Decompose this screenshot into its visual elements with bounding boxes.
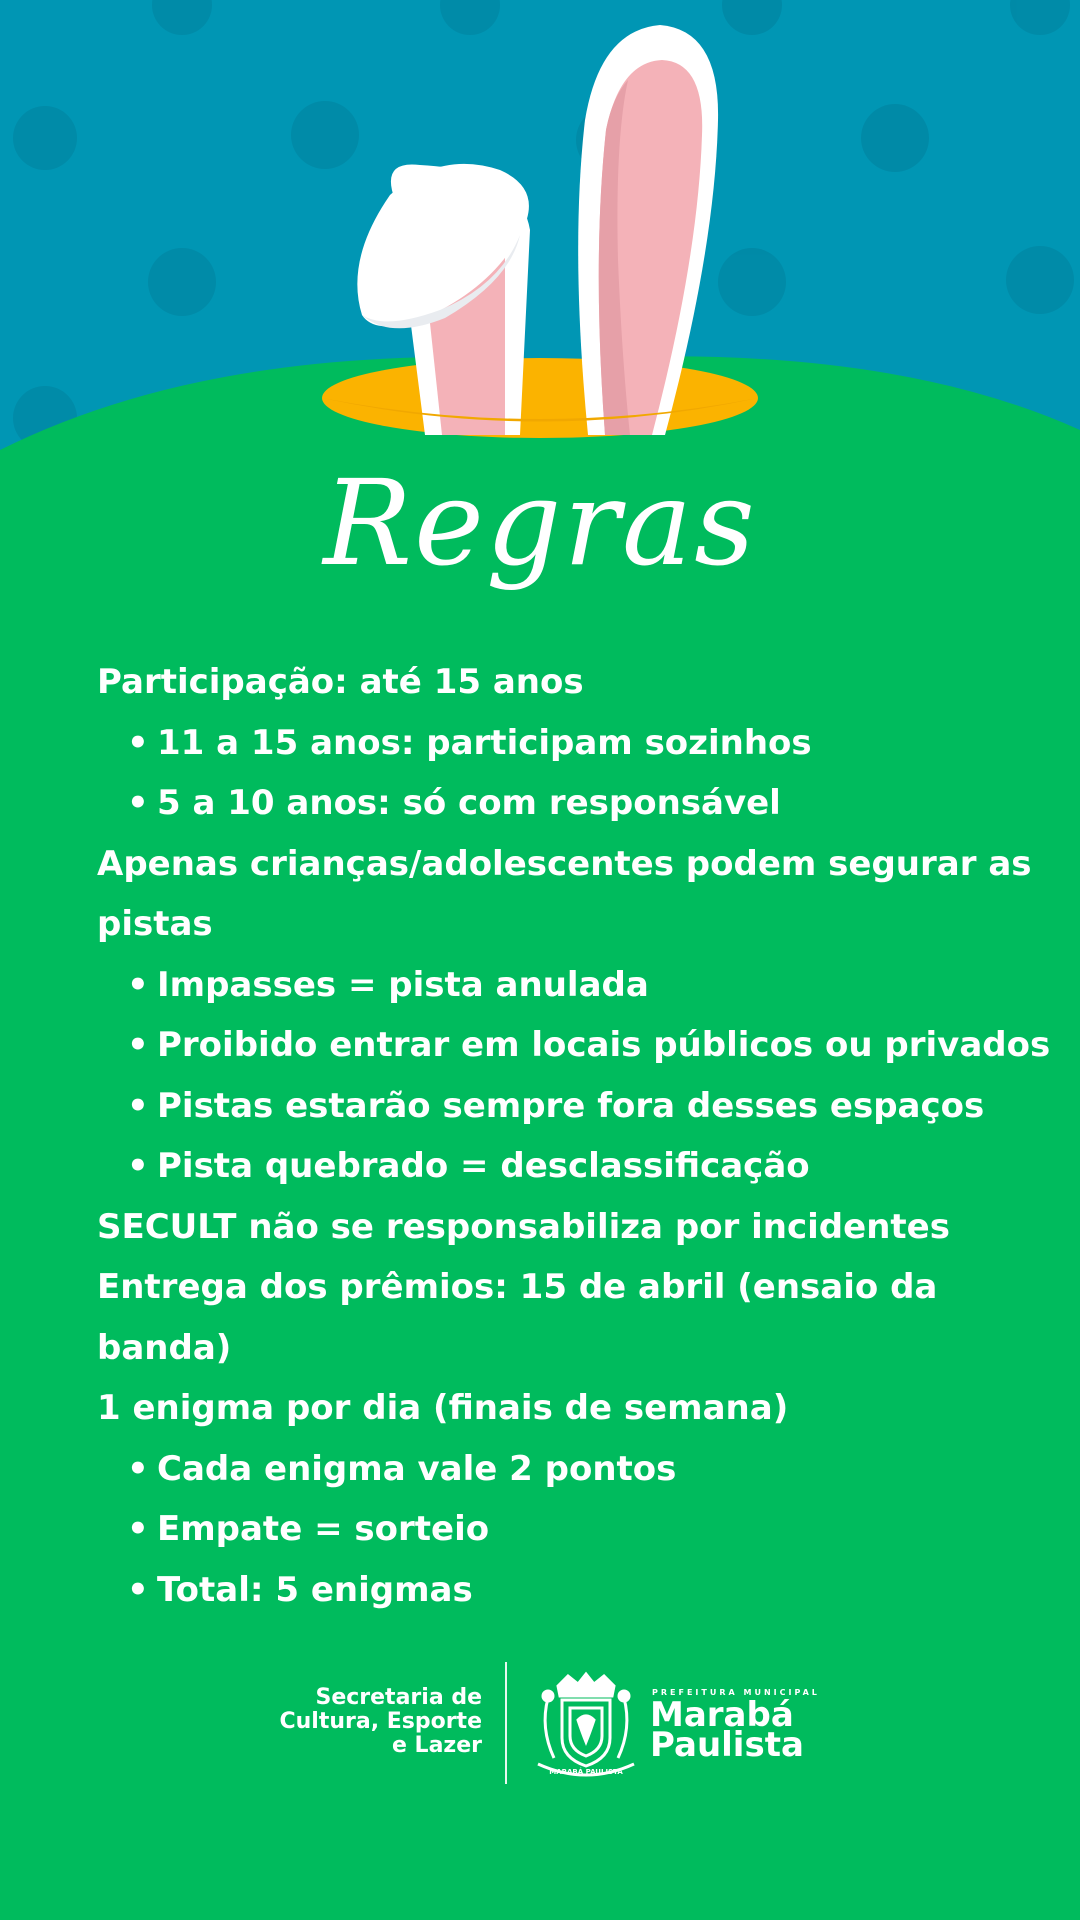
- rule-line: [97, 1318, 1057, 1379]
- crest-ribbon-text: MARABÁ PAULISTA: [549, 1768, 623, 1776]
- rule-text: Pistas estarão sempre fora desses espaços: [157, 1085, 985, 1126]
- rule-text: 11 a 15 anos: participam sozinhos: [157, 722, 812, 763]
- rule-text: Impasses = pista anulada: [157, 964, 649, 1005]
- rule-text: Proibido entrar em locais públicos ou privados: [157, 1025, 1051, 1065]
- rule-line: [97, 1378, 1057, 1439]
- secretaria-line: e Lazer: [391, 1733, 482, 1758]
- rule-line: [97, 1197, 1057, 1258]
- rule-text: Apenas crianças/adolescentes podem segurar as: [97, 843, 1032, 884]
- rule-bullet-item: [97, 1560, 1057, 1621]
- secretaria-line: Secretaria de: [315, 1685, 482, 1710]
- rule-text: Empate = sorteio: [157, 1509, 490, 1549]
- rule-bullet-item: [97, 713, 1057, 774]
- bullet-dot-icon: •: [127, 1146, 149, 1186]
- bullet-dot-icon: •: [127, 1448, 149, 1489]
- rule-bullet-item: [97, 1439, 1057, 1500]
- rule-line: [97, 652, 1057, 713]
- rule-text: banda): [97, 1327, 232, 1368]
- bullet-dot-icon: •: [127, 1509, 149, 1549]
- secretaria-line: Cultura, Esporte: [279, 1709, 482, 1734]
- rule-bullet-item: [97, 773, 1057, 834]
- rule-text: 5 a 10 anos: só com responsável: [157, 783, 781, 823]
- secretaria-logo-text: [279, 1686, 482, 1758]
- bullet-dot-icon: •: [127, 1025, 149, 1065]
- rabbit-hole: [322, 358, 758, 438]
- page-title: Regras: [323, 454, 757, 592]
- city-name-line2: Paulista: [650, 1725, 804, 1765]
- bullet-dot-icon: •: [127, 1569, 149, 1610]
- rule-bullet-item: [97, 1076, 1057, 1137]
- rule-text: Total: 5 enigmas: [157, 1569, 473, 1610]
- rule-text: pistas: [97, 904, 213, 944]
- footer-divider: [505, 1662, 507, 1784]
- rule-line: [97, 834, 1057, 895]
- rule-bullet-item: [97, 955, 1057, 1016]
- rule-line: [97, 894, 1057, 955]
- rule-text: 1 enigma por dia (finais de semana): [97, 1388, 789, 1428]
- rule-text: Entrega dos prêmios: 15 de abril (ensaio da: [97, 1267, 938, 1307]
- rule-text: Cada enigma vale 2 pontos: [157, 1448, 677, 1489]
- rule-bullet-item: [97, 1499, 1057, 1560]
- municipal-coat-of-arms-icon: [528, 1668, 644, 1782]
- rule-bullet-item: [97, 1015, 1057, 1076]
- rule-text: Participação: até 15 anos: [97, 662, 584, 702]
- rule-line: [97, 1257, 1057, 1318]
- rule-text: Pista quebrado = desclassificação: [157, 1146, 810, 1186]
- bullet-dot-icon: •: [127, 722, 149, 763]
- bullet-dot-icon: •: [127, 964, 149, 1005]
- prefeitura-label: PREFEITURA MUNICIPAL: [652, 1688, 820, 1697]
- footer-logos: [0, 1650, 1080, 1790]
- rules-list: [97, 652, 1057, 1620]
- rule-bullet-item: [97, 1136, 1057, 1197]
- bullet-dot-icon: •: [127, 783, 149, 823]
- city-name-line1: Marabá: [650, 1695, 794, 1735]
- bullet-dot-icon: •: [127, 1085, 149, 1126]
- rule-text: SECULT não se responsabiliza por incidentes: [97, 1206, 950, 1247]
